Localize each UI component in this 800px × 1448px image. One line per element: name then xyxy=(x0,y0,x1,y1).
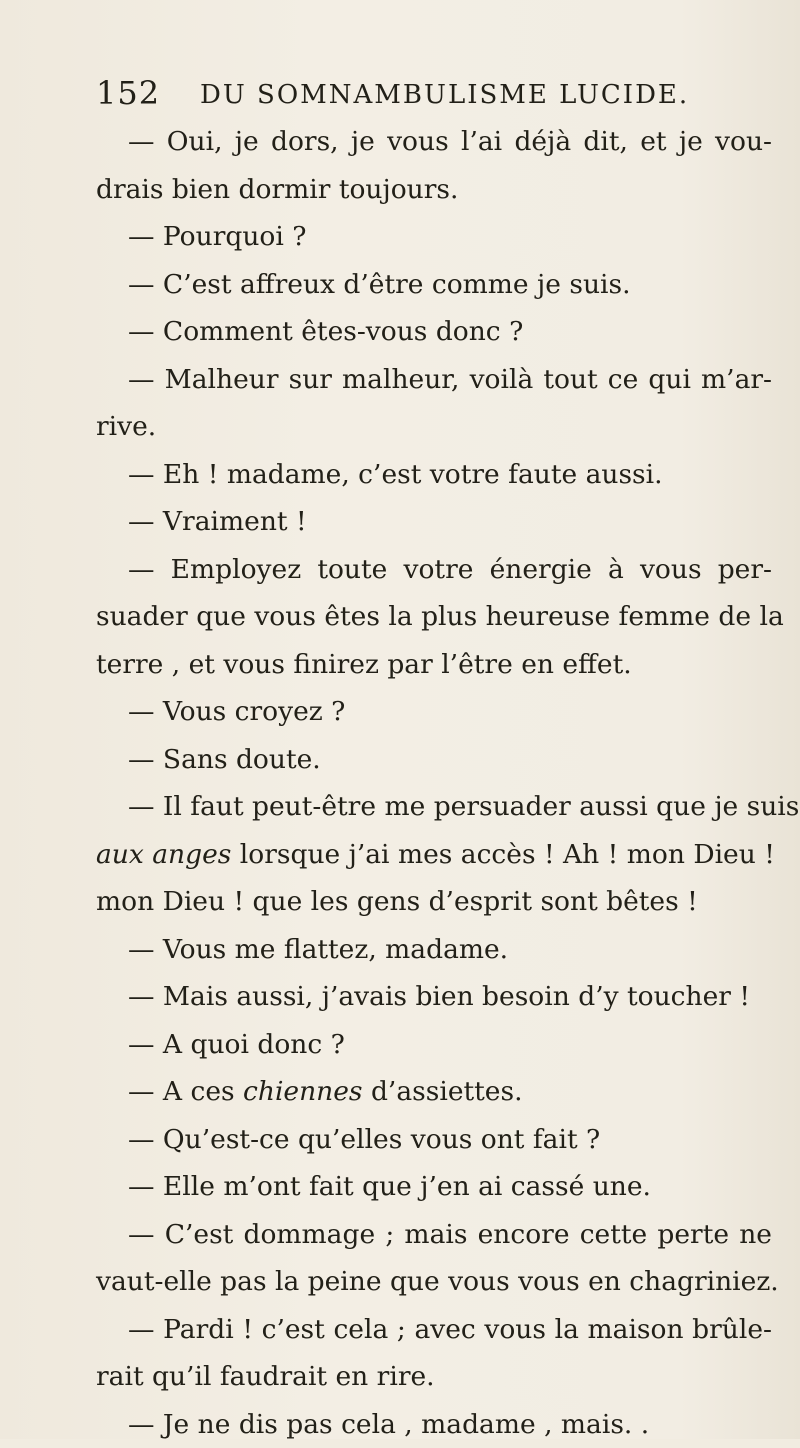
text-line xyxy=(96,831,772,879)
page-header xyxy=(96,68,736,118)
body-text xyxy=(96,118,772,1448)
text-line: — Oui, je dors, je vous l’ai déjà dit, et je vou- xyxy=(96,118,772,166)
text-line: — Malheur sur malheur, voilà tout ce qui m’ar- xyxy=(96,356,772,404)
text-line: — Qu’est-ce qu’elles vous ont fait ? xyxy=(96,1116,772,1164)
text-line: suader que vous êtes la plus heureuse femme de la xyxy=(96,593,772,641)
italic-text: aux anges xyxy=(96,839,231,870)
text-line: rait qu’il faudrait en rire. xyxy=(96,1353,772,1401)
text-line: — Sans doute. xyxy=(96,736,772,784)
text-line: — Comment êtes-vous donc ? xyxy=(96,308,772,356)
italic-text: chiennes xyxy=(243,1076,362,1107)
text-segment: lorsque j’ai mes accès ! Ah ! mon Dieu ! xyxy=(231,839,775,870)
text-line: — Mais aussi, j’avais bien besoin d’y toucher ! xyxy=(96,973,772,1021)
text-line: terre , et vous finirez par l’être en effet. xyxy=(96,641,772,689)
text-line: — Employez toute votre énergie à vous per- xyxy=(96,546,772,594)
text-line xyxy=(96,1068,772,1116)
text-line: — C’est affreux d’être comme je suis. xyxy=(96,261,772,309)
text-segment: d’assiettes. xyxy=(363,1076,523,1107)
text-line: — Eh ! madame, c’est votre faute aussi. xyxy=(96,451,772,499)
text-line: — Il faut peut-être me persuader aussi que je suis xyxy=(96,783,772,831)
text-line: — Pardi ! c’est cela ; avec vous la maison brûle- xyxy=(96,1306,772,1354)
text-line: — Pourquoi ? xyxy=(96,213,772,261)
text-line: — C’est dommage ; mais encore cette perte ne xyxy=(96,1211,772,1259)
text-line: — Je ne dis pas cela , madame , mais. . xyxy=(96,1401,772,1448)
text-line: — Vraiment ! xyxy=(96,498,772,546)
text-line: rive. xyxy=(96,403,772,451)
text-line: vaut-elle pas la peine que vous vous en chagriniez. xyxy=(96,1258,772,1306)
text-line: — Vous me flattez, madame. xyxy=(96,926,772,974)
text-line: — A quoi donc ? xyxy=(96,1021,772,1069)
text-line: drais bien dormir toujours. xyxy=(96,166,772,214)
text-segment: — A ces xyxy=(128,1076,243,1107)
text-line: — Vous croyez ? xyxy=(96,688,772,736)
text-line: — Elle m’ont fait que j’en ai cassé une. xyxy=(96,1163,772,1211)
page-number: 152 xyxy=(96,74,160,112)
text-line: mon Dieu ! que les gens d’esprit sont bêtes ! xyxy=(96,878,772,926)
running-title: DU SOMNAMBULISME LUCIDE. xyxy=(200,80,689,110)
